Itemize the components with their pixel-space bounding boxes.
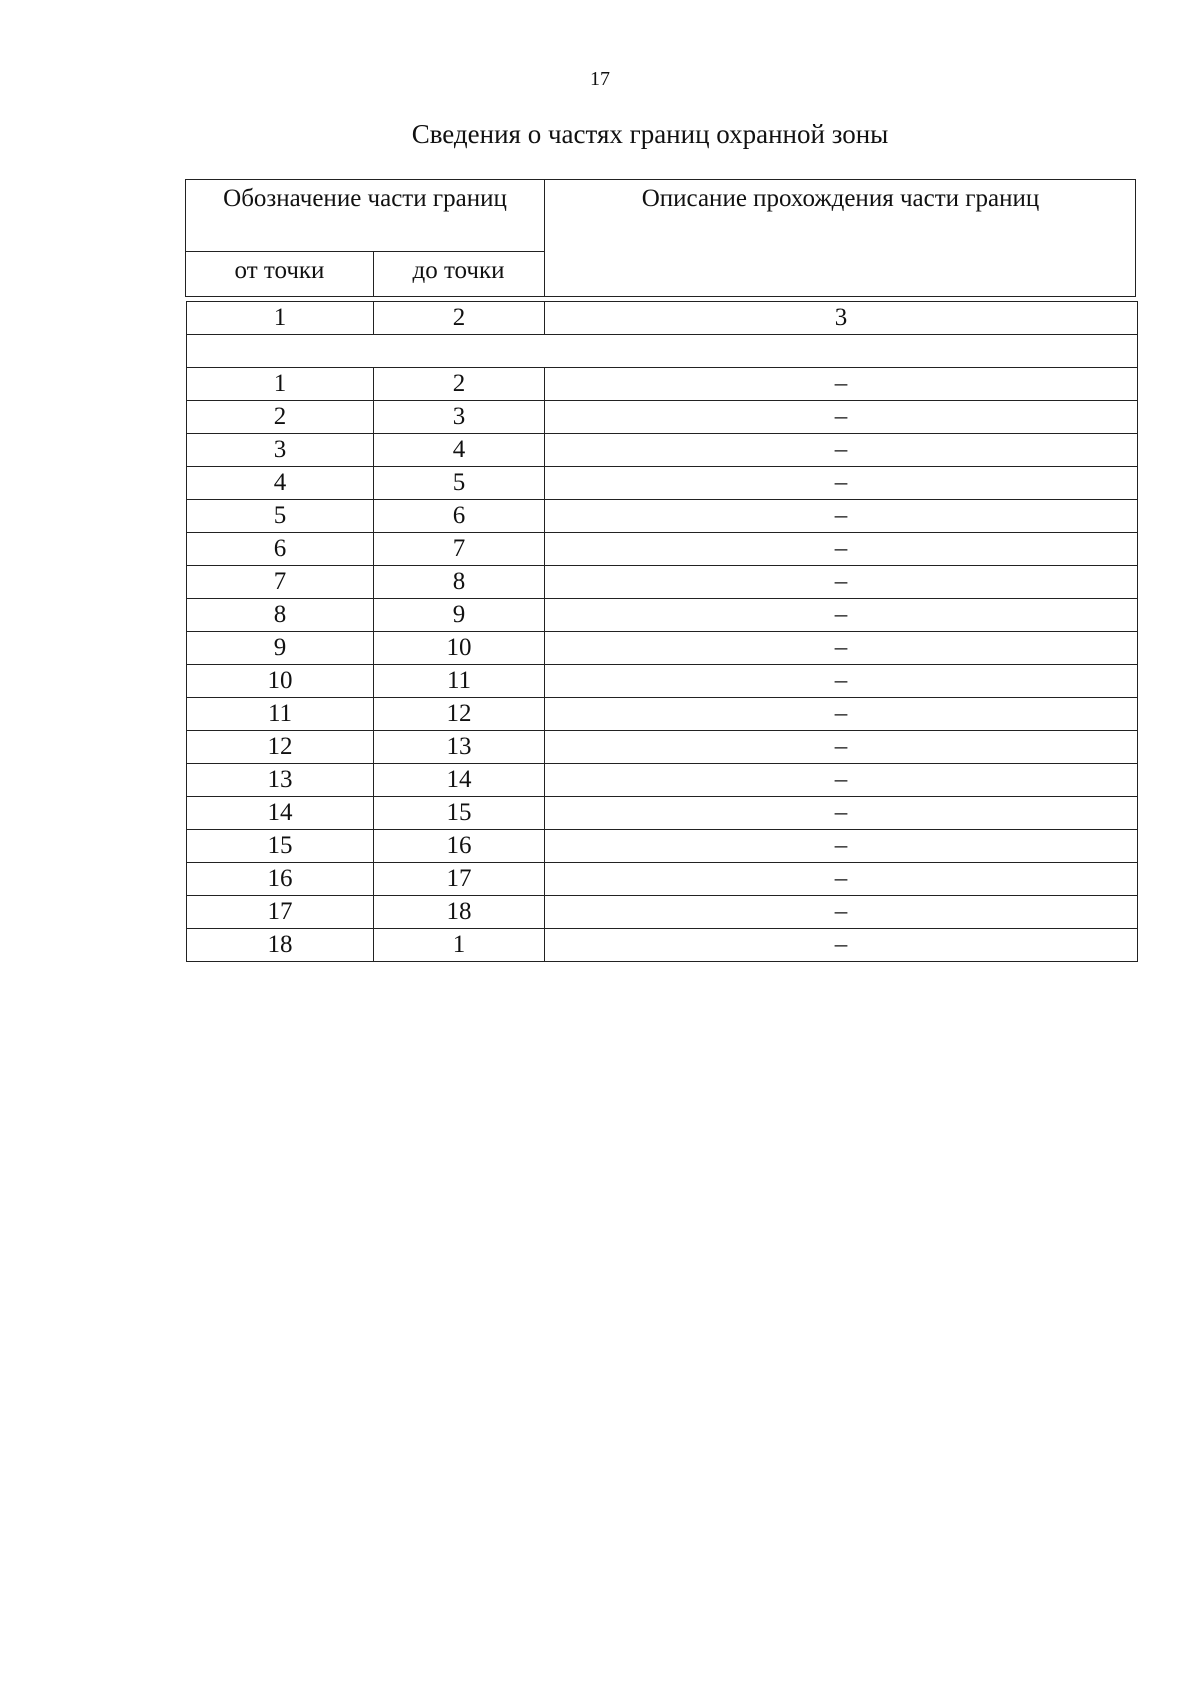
from-point-cell: 2 (187, 401, 374, 434)
from-point-cell: 17 (187, 896, 374, 929)
to-point-cell: 3 (374, 401, 545, 434)
table-row (187, 764, 1138, 797)
to-point-cell: 13 (374, 731, 545, 764)
description-cell: – (545, 929, 1138, 962)
page-title: Сведения о частях границ охранной зоны (411, 119, 889, 149)
table-row (187, 401, 1138, 434)
from-point-cell: 11 (187, 698, 374, 731)
to-point-cell: 1 (374, 929, 545, 962)
description-cell: – (545, 863, 1138, 896)
table-row (187, 566, 1138, 599)
description-cell: – (545, 797, 1138, 830)
to-point-cell: 11 (374, 665, 545, 698)
to-point-cell: 18 (374, 896, 545, 929)
from-point-cell: 18 (187, 929, 374, 962)
description-cell: – (545, 665, 1138, 698)
to-point-cell: 12 (374, 698, 545, 731)
description-cell: – (545, 698, 1138, 731)
description-cell: – (545, 566, 1138, 599)
column-number-row (187, 302, 1138, 335)
page-number: 17 (590, 68, 610, 90)
to-point-cell: 16 (374, 830, 545, 863)
empty-section-cell (187, 335, 1138, 368)
table-row (187, 632, 1138, 665)
description-cell: – (545, 632, 1138, 665)
description-cell: – (545, 764, 1138, 797)
header-designation: Обозначение части границ (223, 185, 507, 212)
from-point-cell: 13 (187, 764, 374, 797)
to-point-cell: 15 (374, 797, 545, 830)
description-cell: – (545, 500, 1138, 533)
from-point-cell: 12 (187, 731, 374, 764)
to-point-cell: 7 (374, 533, 545, 566)
header-divider-horizontal (186, 251, 544, 252)
from-point-cell: 9 (187, 632, 374, 665)
table-row (187, 599, 1138, 632)
table-row (187, 533, 1138, 566)
to-point-cell: 17 (374, 863, 545, 896)
to-point-cell: 14 (374, 764, 545, 797)
table-row (187, 500, 1138, 533)
to-point-cell: 10 (374, 632, 545, 665)
table-row (187, 665, 1138, 698)
to-point-cell: 5 (374, 467, 545, 500)
description-cell: – (545, 830, 1138, 863)
table-row (187, 896, 1138, 929)
header-from-point: от точки (234, 257, 325, 284)
table-row (187, 929, 1138, 962)
description-cell: – (545, 731, 1138, 764)
table-row (187, 731, 1138, 764)
column-number-cell: 2 (374, 302, 545, 335)
description-cell: – (545, 896, 1138, 929)
header-to-point: до точки (412, 257, 505, 284)
to-point-cell: 6 (374, 500, 545, 533)
to-point-cell: 8 (374, 566, 545, 599)
from-point-cell: 7 (187, 566, 374, 599)
table-row (187, 698, 1138, 731)
description-cell: – (545, 599, 1138, 632)
description-cell: – (545, 368, 1138, 401)
table-row (187, 368, 1138, 401)
from-point-cell: 6 (187, 533, 374, 566)
from-point-cell: 5 (187, 500, 374, 533)
table-header (185, 179, 1136, 297)
table-row (187, 467, 1138, 500)
empty-section-row (187, 335, 1138, 368)
table-row (187, 797, 1138, 830)
description-cell: – (545, 401, 1138, 434)
from-point-cell: 1 (187, 368, 374, 401)
table-row (187, 434, 1138, 467)
boundary-parts-table (186, 301, 1138, 962)
description-cell: – (545, 467, 1138, 500)
from-point-cell: 16 (187, 863, 374, 896)
description-cell: – (545, 434, 1138, 467)
column-number-cell: 3 (545, 302, 1138, 335)
from-point-cell: 14 (187, 797, 374, 830)
to-point-cell: 9 (374, 599, 545, 632)
table-row (187, 863, 1138, 896)
to-point-cell: 2 (374, 368, 545, 401)
from-point-cell: 15 (187, 830, 374, 863)
to-point-cell: 4 (374, 434, 545, 467)
description-cell: – (545, 533, 1138, 566)
header-description: Описание прохождения части границ (641, 185, 1040, 212)
from-point-cell: 3 (187, 434, 374, 467)
from-point-cell: 10 (187, 665, 374, 698)
from-point-cell: 4 (187, 467, 374, 500)
from-point-cell: 8 (187, 599, 374, 632)
column-number-cell: 1 (187, 302, 374, 335)
table-row (187, 830, 1138, 863)
